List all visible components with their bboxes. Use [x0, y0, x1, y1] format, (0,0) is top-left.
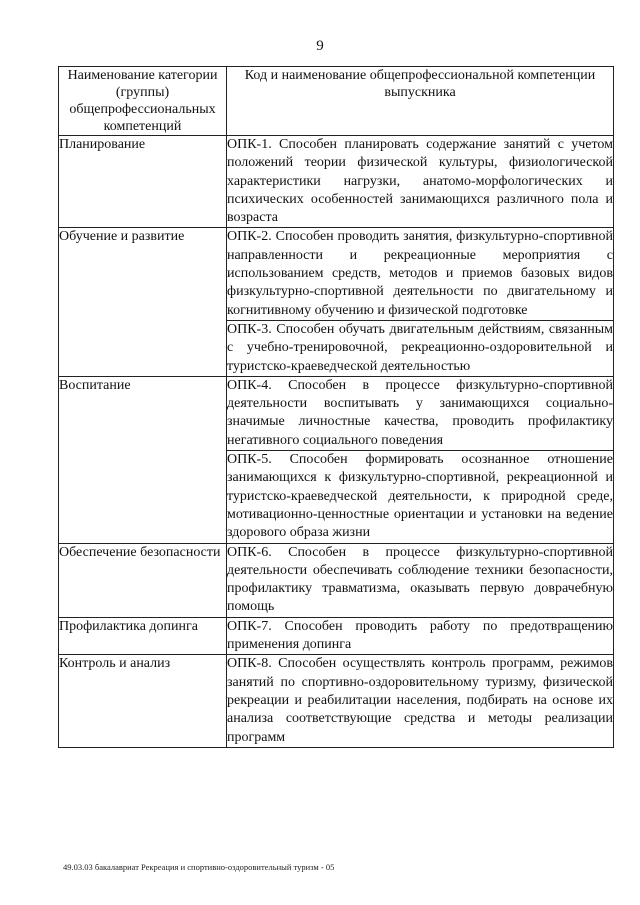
- table-row: [59, 228, 614, 320]
- competence-opk-6: ОПК-6. Способен в процессе физкультурно-спортивной деятельности обеспечивать соблюдение техники безопасности, профилактику травматизма, оказывать первую доврачебную помощь: [227, 543, 614, 617]
- footer-text: 49.03.03 бакалавриат Рекреация и спортивно-оздоровительный туризм - 05: [63, 862, 335, 872]
- table-row: [59, 655, 614, 747]
- header-competence: Код и наименование общепрофессиональной компетенции выпускника: [227, 67, 614, 136]
- page-number: 9: [316, 38, 324, 54]
- competence-opk-4: ОПК-4. Способен в процессе физкультурно-спортивной деятельности воспитывать у занимающихся социально-значимые личностные качества, проводить профилактику негативного социального поведения: [227, 376, 614, 450]
- competence-opk-7: ОПК-7. Способен проводить работу по предотвращению применения допинга: [227, 617, 614, 655]
- competence-opk-8: ОПК-8. Способен осуществлять контроль программ, режимов занятий по спортивно-оздоровительному туризму, физической рекреации и реабилитации населения, подбирать на основе их анализа соответствующие средства и методы реализации программ: [227, 655, 614, 747]
- category-training: Обучение и развитие: [59, 228, 227, 376]
- competence-opk-3: ОПК-3. Способен обучать двигательным действиям, связанным с учебно-тренировочной, рекреационно-оздоровительной и туристско-краеведческой деятельностью: [227, 320, 614, 376]
- competence-opk-2: ОПК-2. Способен проводить занятия, физкультурно-спортивной направленности и рекреационные мероприятия с использованием средств, методов и приемов базовых видов физкультурно-спортивной деятельности по двигательному и когнитивному обучению и физической подготовке: [227, 228, 614, 320]
- category-safety: Обеспечение безопасности: [59, 543, 227, 617]
- category-doping: Профилактика допинга: [59, 617, 227, 655]
- category-control: Контроль и анализ: [59, 655, 227, 747]
- table-row: [59, 543, 614, 617]
- category-planning: Планирование: [59, 136, 227, 228]
- table-row: [59, 136, 614, 228]
- header-category: Наименование категории (группы) общепрофессиональных компетенций: [59, 67, 227, 136]
- table-header-row: [59, 67, 614, 136]
- category-upbringing: Воспитание: [59, 376, 227, 543]
- competencies-table: [58, 66, 614, 748]
- table-row: [59, 376, 614, 450]
- table-row: [59, 617, 614, 655]
- competence-opk-1: ОПК-1. Способен планировать содержание занятий с учетом положений теории физической культуры, физиологической характеристики нагрузки, анатомо-морфологических и психических особенностей занимающихся различного пола и возраста: [227, 136, 614, 228]
- competence-opk-5: ОПК-5. Способен формировать осознанное отношение занимающихся к физкультурно-спортивной, рекреационной и туристско-краеведческой деятельности, к природной среде, мотивационно-ценностные ориентации и установки на ведение здорового образа жизни: [227, 451, 614, 543]
